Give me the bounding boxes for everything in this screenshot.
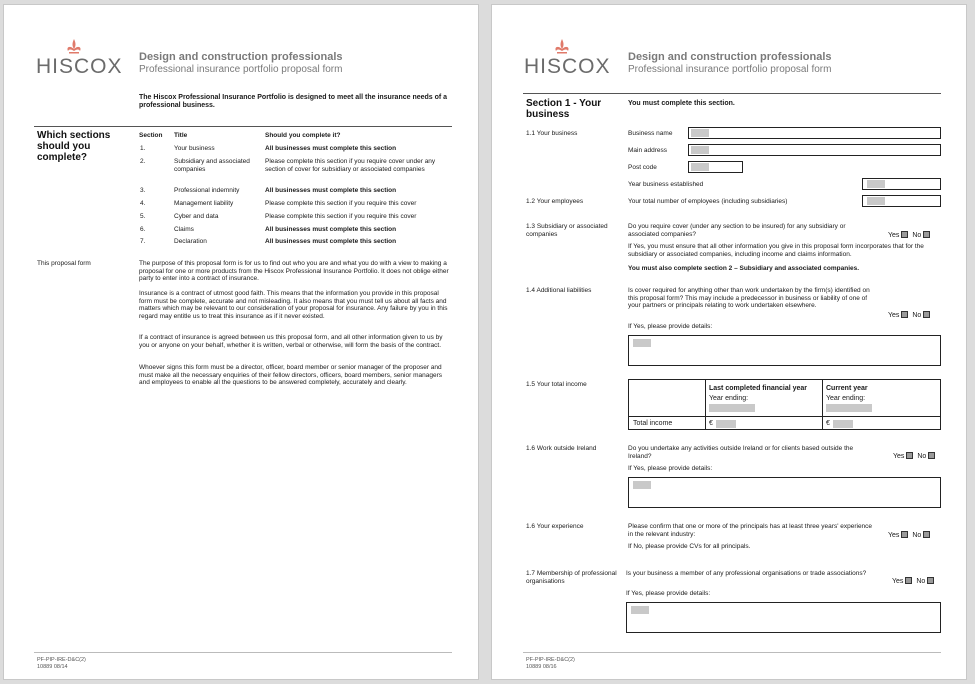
section-number: 3. — [140, 187, 146, 194]
header-subtitle: Professional insurance portfolio proposal form — [139, 64, 343, 75]
hiscox-logo: HISCOX — [524, 55, 611, 78]
footer-ref: 10889 08/14 — [37, 664, 68, 670]
paragraph: Insurance is a contract of utmost good faith. This means that the information you provide in this proposal form must be complete, accurate and not misleading. It also means that you must tell us about all facts and matters which may be relevant to our consideration of your proposal for insurance. Any failure by you in this regard may entitle us to treat this insurance as if it never existed. — [139, 290, 448, 320]
q1-3-label: 1.3 Subsidiary or associated companies — [526, 223, 608, 238]
membership-yes-no[interactable]: Yes No — [892, 577, 934, 586]
subsidiary-yes-no[interactable]: Yes No — [888, 231, 930, 240]
q1-7-label: 1.7 Membership of professional organisations — [526, 570, 617, 585]
q1-6-label: 1.6 Work outside Ireland — [526, 445, 597, 452]
year-established-label: Year business established — [628, 181, 704, 188]
section-title: Declaration — [174, 238, 207, 245]
experience-question: Please confirm that one or more of the principals has at least three years' experience in the relevant industry: — [628, 523, 873, 538]
divider — [523, 93, 941, 94]
section-number: 1. — [140, 145, 146, 152]
header-title: Design and construction professionals — [139, 51, 343, 63]
section-number: 7. — [140, 238, 146, 245]
subsidiary-note: If Yes, you must ensure that all other information you give in this proposal form incorporates that for the subsidiary or associated companies, including income and claims information. — [628, 243, 924, 258]
footer-code: PF-PIP-IRE-D&C(2) — [526, 657, 575, 663]
divider — [34, 126, 452, 127]
checkbox-no — [923, 231, 930, 238]
section-note: All businesses must complete this section — [265, 187, 397, 194]
table-header-title: Title — [174, 132, 188, 139]
section-number: 6. — [140, 226, 146, 233]
proposal-page-1 — [3, 4, 479, 680]
must-complete-text: You must complete this section. — [628, 100, 735, 107]
section-title: Your business — [174, 145, 215, 152]
experience-note: If No, please provide CVs for all principals. — [628, 543, 751, 550]
section-number: 5. — [140, 213, 146, 220]
checkbox-no — [923, 311, 930, 318]
employees-input[interactable] — [862, 195, 941, 207]
footer-divider — [523, 652, 941, 653]
business-name-input[interactable] — [688, 127, 941, 139]
section-note: All businesses must complete this section — [265, 238, 397, 245]
section-number: 2. — [140, 158, 146, 165]
checkbox-yes — [901, 311, 908, 318]
proposal-page-2 — [491, 4, 967, 680]
total-income-last-input[interactable] — [716, 420, 736, 428]
subsidiary-note-2: You must also complete section 2 – Subsidiary and associated companies. — [628, 265, 860, 272]
income-table — [628, 379, 941, 430]
section-title: Professional indemnity — [174, 187, 240, 194]
post-code-label: Post code — [628, 164, 657, 171]
which-sections-heading: Which sections should you complete? — [37, 130, 111, 163]
checkbox-no — [923, 531, 930, 538]
intro-text: The Hiscox Professional Insurance Portfolio is designed to meet all the insurance needs of a professional business. — [139, 94, 448, 109]
section-note: Please complete this section if you require cover under any section of cover for subsidiary or associated companies — [265, 158, 436, 173]
paragraph: The purpose of this proposal form is for us to find out who you are and what you do with a view to making a proposal for one or more products from the Hiscox Professional Insurance Portfolio. It does not oblige either party to enter into a contract of insurance. — [139, 260, 449, 282]
details-prompt: If Yes, please provide details: — [626, 590, 711, 597]
section-note: All businesses must complete this section — [265, 145, 397, 152]
income-col-current-year: Current year — [826, 385, 868, 392]
membership-details-input[interactable] — [626, 602, 941, 633]
details-prompt: If Yes, please provide details: — [628, 465, 713, 472]
q1-4-label: 1.4 Additional liabilities — [526, 287, 592, 294]
q1-1-label: 1.1 Your business — [526, 130, 578, 137]
experience-yes-no[interactable]: Yes No — [888, 531, 930, 540]
total-income-label: Total income — [633, 420, 673, 427]
footer-divider — [34, 652, 452, 653]
additional-liabilities-question: Is cover required for anything other than work undertaken by the firm(s) identified on this proposal form? This may include a predecessor in business or liability of one of your partners or principals relating to work undertaken elsewhere. — [628, 287, 870, 309]
checkbox-yes — [905, 577, 912, 584]
proposal-form-label: This proposal form — [37, 260, 91, 267]
post-code-input[interactable] — [688, 161, 743, 173]
year-ending-input[interactable] — [709, 404, 755, 412]
checkbox-no — [928, 452, 935, 459]
year-ending-label: Year ending: — [709, 395, 749, 402]
section-1-heading: Section 1 - Your business — [526, 98, 602, 120]
paragraph: Whoever signs this form must be a director, officer, board member or senior manager of the proposer and must make all the necessary enquiries of their fellow directors, officers, board members, senior managers and employees to enable all the questions to be answered completely, accurately and clearly. — [139, 364, 442, 386]
section-note: Please complete this section if you require this cover — [265, 213, 417, 220]
main-address-input[interactable] — [688, 144, 941, 156]
q1-6-experience-label: 1.6 Your experience — [526, 523, 584, 530]
work-outside-yes-no[interactable]: Yes No — [893, 452, 935, 461]
year-established-input[interactable] — [862, 178, 941, 190]
checkbox-yes — [901, 231, 908, 238]
section-note: All businesses must complete this section — [265, 226, 397, 233]
section-title: Claims — [174, 226, 194, 233]
currency-symbol: € — [826, 420, 830, 427]
income-col-last-year: Last completed financial year — [709, 385, 808, 392]
additional-liabilities-yes-no[interactable]: Yes No — [888, 311, 930, 320]
hiscox-logo: HISCOX — [36, 55, 123, 78]
header-title: Design and construction professionals — [628, 51, 832, 63]
section-number: 4. — [140, 200, 146, 207]
business-name-label: Business name — [628, 130, 673, 137]
q1-2-label: 1.2 Your employees — [526, 198, 584, 205]
section-title: Cyber and data — [174, 213, 219, 220]
membership-question: Is your business a member of any professional organisations or trade associations? — [626, 570, 867, 577]
additional-liabilities-details-input[interactable] — [628, 335, 941, 366]
section-note: Please complete this section if you require this cover — [265, 200, 417, 207]
checkbox-no — [927, 577, 934, 584]
table-header-complete: Should you complete it? — [265, 132, 341, 139]
work-outside-question: Do you undertake any activities outside Ireland or for clients based outside the Ireland? — [628, 445, 854, 460]
footer-code: PF-PIP-IRE-D&C(2) — [37, 657, 86, 663]
table-header-section: Section — [139, 132, 163, 139]
q1-5-label: 1.5 Your total income — [526, 381, 587, 388]
header-subtitle: Professional insurance portfolio proposal form — [628, 64, 832, 75]
details-prompt: If Yes, please provide details: — [628, 323, 713, 330]
section-title: Subsidiary and associated companies — [174, 158, 250, 173]
main-address-label: Main address — [628, 147, 668, 154]
subsidiary-question: Do you require cover (under any section to be insured) for any subsidiary or associated companies? — [628, 223, 846, 238]
total-income-current-input[interactable] — [833, 420, 853, 428]
paragraph: If a contract of insurance is agreed between us this proposal form, and all other information given to us by you or anyone on your behalf, whether it is written, verbal or otherwise, will form the basis of the contract. — [139, 334, 443, 349]
footer-ref: 10889 08/16 — [526, 664, 557, 670]
checkbox-yes — [906, 452, 913, 459]
year-ending-input[interactable] — [826, 404, 872, 412]
checkbox-yes — [901, 531, 908, 538]
year-ending-label: Year ending: — [826, 395, 866, 402]
employees-question: Your total number of employees (including subsidiaries) — [628, 198, 788, 205]
currency-symbol: € — [709, 420, 713, 427]
work-outside-details-input[interactable] — [628, 477, 941, 508]
section-title: Management liability — [174, 200, 234, 207]
